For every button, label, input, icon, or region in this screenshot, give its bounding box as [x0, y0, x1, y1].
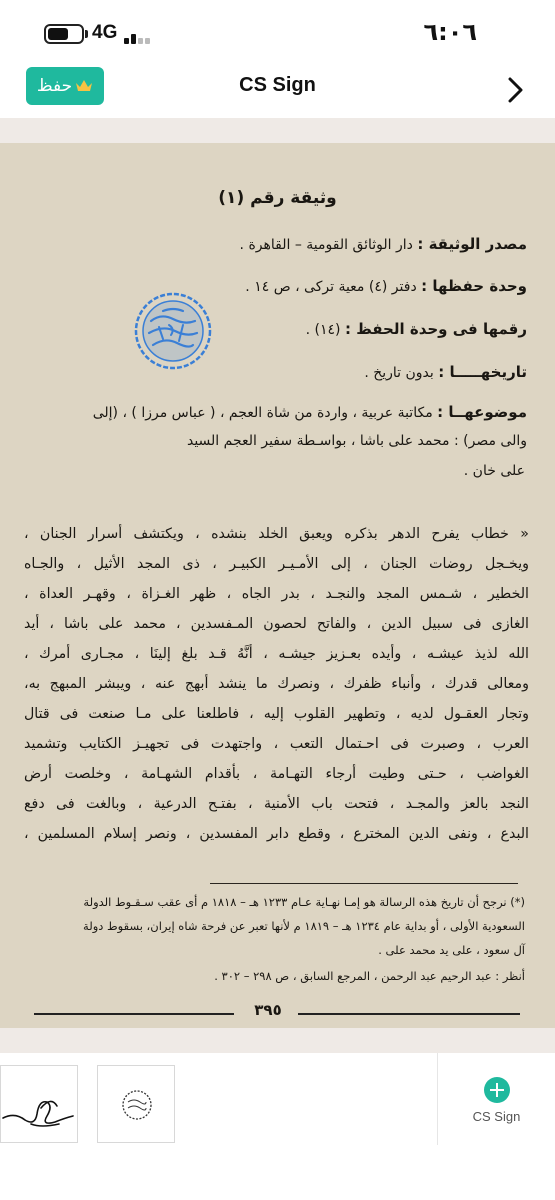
- stamp-thumbnail[interactable]: [97, 1065, 175, 1143]
- network-label: 4G: [92, 22, 118, 43]
- footnote-divider: [210, 883, 518, 884]
- plus-icon: [484, 1077, 510, 1103]
- signature-icon: [1, 1066, 79, 1144]
- body-line: الله لذيذ عيشـه ، وأيده بعـزيز جيشـه ، أنَّهُ قـد بلغ إلينَا ، مجـارى أمرك ،: [24, 646, 529, 662]
- stamp-icon: [98, 1066, 176, 1144]
- clock: ٦:٠٦: [423, 18, 477, 46]
- page-number: ٣٩٥: [254, 1001, 282, 1019]
- body-line: النجد بالعز والمجـد ، فتحت باب الأمنية ، بفتـح الدرعية ، وبالغت فى دفع: [24, 796, 529, 812]
- body-line: وتجار العقـول لديه ، وتطهير القلوب إليه ، فاطلعنا على مـا صنعت فى قتال: [24, 706, 529, 722]
- page-title: CS Sign: [239, 74, 316, 96]
- body-line: الخطير ، شـمس المجد والنجـد ، بدر الجاه ، ظهر الغـزاة ، وقهـر العداة ،: [24, 586, 529, 602]
- add-signature-label: CS Sign: [472, 1109, 521, 1124]
- body-line: الغازى فى سبيل الدين ، والفاتح لحصون المـفسدين ، محمد على باشا ، أيد: [24, 616, 529, 632]
- footnote-line: أنظر : عبد الرحيم عبد الرحمن ، المرجع السابق ، ص ٢٩٨ – ٣٠٢ .: [214, 969, 525, 983]
- page-rule: [34, 1013, 234, 1015]
- meta-line: مصدر الوثيقة : دار الوثائق القومية – القاهرة .: [239, 235, 527, 253]
- save-label: حفظ: [36, 76, 73, 96]
- add-signature-button[interactable]: [438, 1053, 555, 1145]
- body-line: البدع ، ونفى الدين المخترع ، وقطع دابر المفسدين ، ونصر إسلام المسلمين ،: [24, 826, 529, 842]
- signature-thumbnail[interactable]: [0, 1065, 78, 1143]
- status-bar: [0, 0, 555, 62]
- battery-icon: [44, 24, 84, 44]
- document-title: وثيقة رقم (١): [218, 188, 337, 208]
- body-line: الغواضب ، حـتى وطيت أرجاء التهـامة ، بأقدام الشهـامة ، وخلصت أرض: [24, 766, 529, 782]
- meta-line: تاريخهـــــا : بدون تاريخ .: [364, 363, 527, 381]
- footnote-line: (*) نرجح أن تاريخ هذه الرسالة هو إمـا نهـاية عـام ١٢٣٣ هـ – ١٨١٨ م أى عقب سـقـوط الدولة: [83, 895, 525, 909]
- meta-line: رقمها فى وحدة الحفظ : (١٤) .: [305, 320, 527, 338]
- meta-line: على خان .: [463, 463, 525, 479]
- body-line: ويخـجل روضات الجنان ، إلى الأمـيـر الكبيـر ، ذى المجد الأثيل ، والجـاه: [24, 556, 529, 572]
- signature-panel: [0, 1053, 555, 1200]
- footnote-line: السعودية الأولى ، أو بداية عام ١٢٣٤ هـ – ١٨١٩ م لأنها تعبر عن فرحة شاه إيران، بسقوط دولة: [83, 919, 525, 933]
- chevron-right-icon[interactable]: [505, 76, 525, 104]
- page-rule: [298, 1013, 520, 1015]
- nav-bar: [0, 62, 555, 118]
- signal-icon: [124, 26, 154, 44]
- meta-line: وحدة حفظها : دفتر (٤) معية تركى ، ص ١٤ .: [245, 277, 527, 295]
- body-line: ومعالى قدرك ، وأنباء ظفرك ، ونصرك ما ينشد أبهج عنه ، ويبشر المبهج به،: [24, 676, 529, 692]
- body-line: العرب ، وصبرت فى احـتمال التعب ، واجتهدت فى تجهيـز الكتايب وتشميد: [24, 736, 529, 752]
- meta-line: موضوعهــا : مكاتبة عربية ، واردة من شاة العجم ، ( عباس مرزا ) ، (إلى: [92, 403, 527, 421]
- body-line: « خطاب يفرح الدهر بذكره ويعبق الخلد بنشده ، ويكتشف أسرار الجنان ،: [24, 526, 529, 542]
- meta-line: والى مصر) : محمد على باشا ، بواسـطة سفير العجم السيد: [186, 433, 527, 449]
- document-canvas[interactable]: [0, 118, 555, 1053]
- battery-tip: [85, 30, 88, 38]
- document-page: [0, 143, 555, 1028]
- seal-stamp[interactable]: [133, 291, 213, 371]
- footnote-line: آل سعود ، على يد محمد على .: [378, 943, 525, 957]
